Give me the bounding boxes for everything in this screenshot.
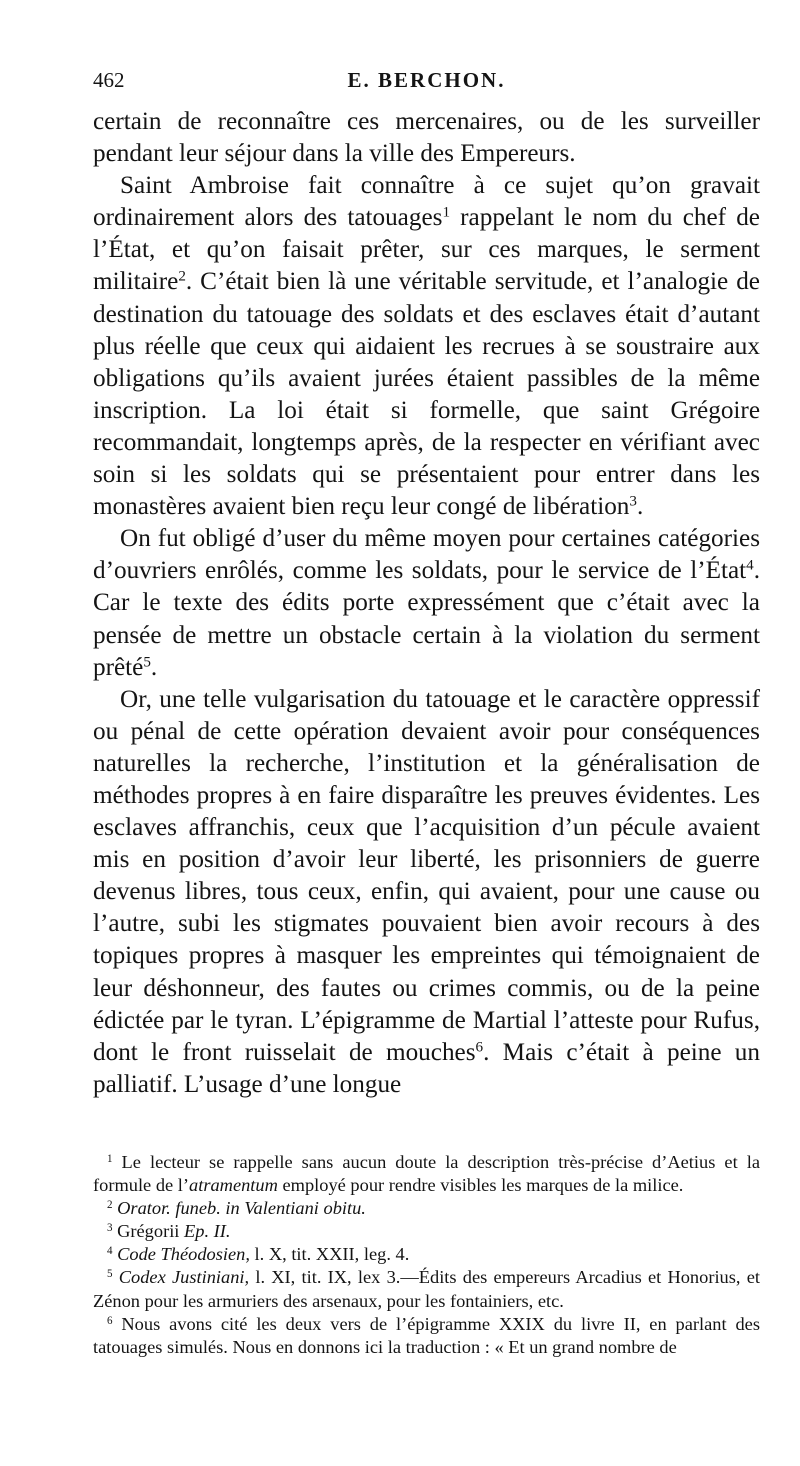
footnote-marker: 2 <box>107 1199 113 1212</box>
text-run: rappelant le nom du chef de l’État, et qu’on faisait prêter, sur ces marques, le serment militaire <box>93 204 760 296</box>
footnote-marker: 5 <box>107 1268 113 1281</box>
running-head: E. BERCHON. <box>347 68 506 92</box>
text-run: Or, une telle vulgarisation du tatouage et le caractère oppressif ou pénal de cette opération devaient avoir pour conséquences naturelles la recherche, l’institution et la généralisation de méthodes propres à en faire disparaître les preuves évidentes. Les esclaves affranchis, ceux que l’acquisition d’un pécule avaient mis en position d’avoir leur liberté, les prisonniers de guerre devenus libres, tous ceux, enfin, qui avaient, pour une cause ou l’autre, subi les stigmates pouvaient bien avoir recours à des topiques propres à masquer les empreintes qui témoignaient de leur déshonneur, des fautes ou crimes commis, ou de la peine édictée par le tyran. L’épigramme de Martial l’atteste pour Rufus, dont le front ruisselait de mouches <box>93 685 760 1066</box>
paragraph <box>93 170 760 523</box>
footnote <box>93 1220 760 1243</box>
paragraph <box>93 523 760 683</box>
italic-text: Code Théodosien, <box>117 1244 250 1265</box>
text-run: On fut obligé d’user du même moyen pour certaines catégories d’ouvriers enrôlés, comme les soldats, pour le service de l’État <box>93 525 760 585</box>
footnote-marker: 6 <box>107 1314 113 1327</box>
footnote-marker: 4 <box>746 558 754 574</box>
text-run: Nous avons cité les deux vers de l’épigramme XXIX du livre II, en parlant des tatouages simulés. Nous en donnons ici la traduction : « Et un grand nombre de <box>93 1313 760 1357</box>
text-run: Saint Ambroise fait connaître à ce sujet qu’on gravait ordinairement alors des tatouages <box>93 172 760 232</box>
page-header <box>93 62 760 94</box>
footnote-marker: 2 <box>178 269 186 286</box>
text-run: . Mais c’était à peine un palliatif. L’usage d’une longue <box>93 1038 760 1098</box>
paragraph <box>93 106 760 170</box>
text-run: . Car le texte des édits porte expressément que c’était avec la pensée de mettre un obstacle certain à la violation du serment prêté <box>93 557 760 681</box>
footnote-marker: 3 <box>107 1222 113 1235</box>
text-run: . <box>636 493 644 521</box>
text-run: Grégorii <box>112 1221 185 1242</box>
text-run: certain de reconnaître ces mercenaires, ou de les surveiller pendant leur séjour dans la ville des Empereurs. <box>93 108 760 168</box>
footnote <box>93 1313 760 1359</box>
footnote <box>93 1243 760 1266</box>
text-run: l. X, tit. XXII, leg. 4. <box>249 1244 410 1265</box>
italic-text: atramentum <box>189 1175 278 1196</box>
italic-text: Codex Justiniani, <box>118 1267 250 1288</box>
text-run: Le lecteur se rappelle sans aucun doute la description très-précise d’Aetius et la formule de l’ <box>93 1152 760 1196</box>
paragraph <box>93 684 760 1101</box>
italic-text: Orator. funeb. in Valentiani obitu. <box>117 1198 366 1219</box>
italic-text: Ep. II. <box>184 1221 231 1242</box>
text-run: . C’était bien là une véritable servitude, et l’analogie de destination du tatouage des soldats et des esclaves était d’autant plus réelle que ceux qui aidaient les recrues à se soustraire aux obligations qu’ils avaient jurées étaient passibles de la même inscription. La loi était si formelle, que saint Grégoire recommandait, longtemps après, de la respecter en vérifiant avec soin si les soldats qui se présentaient pour entrer dans les monastères avaient bien reçu leur congé de libération <box>93 268 760 521</box>
footnote-marker: 3 <box>629 493 637 510</box>
footnote-marker: 4 <box>107 1245 113 1258</box>
text-run: l. XI, tit. IX, lex 3.—Édits des empereurs Arcadius et Honorius, et Zénon pour les armuriers des arsenaux, pour les fontainiers, etc. <box>93 1267 761 1311</box>
body-text <box>93 106 760 1101</box>
footnote-marker: 5 <box>143 654 151 671</box>
text-run: . <box>150 653 158 681</box>
footnote-marker: 1 <box>107 1152 113 1165</box>
footnote-marker: 6 <box>475 1039 484 1056</box>
footnote <box>93 1197 760 1220</box>
footnotes <box>93 1151 760 1359</box>
footnote-marker: 1 <box>442 204 450 221</box>
text-run: employé pour rendre visibles les marques de la milice. <box>277 1175 684 1196</box>
page-number: 462 <box>93 68 125 92</box>
footnote <box>93 1151 760 1197</box>
footnote <box>93 1266 760 1312</box>
